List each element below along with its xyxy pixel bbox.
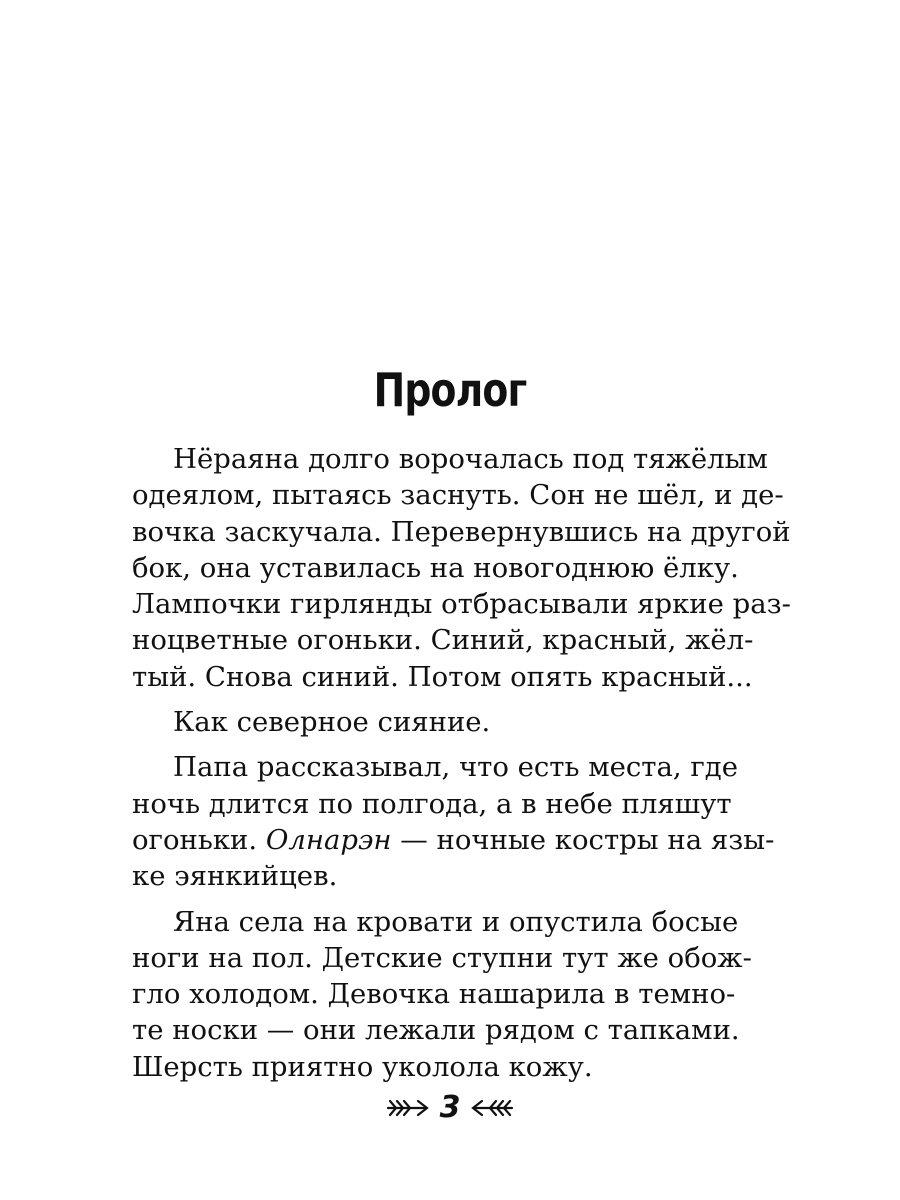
text-fragment: — ночные костры на язы- <box>391 823 775 856</box>
text-line: ноги на пол. Детские ступни тут же обож- <box>132 941 752 974</box>
chapter-title: Пролог <box>373 363 527 417</box>
chapter-body <box>132 441 791 1094</box>
text-fragment: огоньки. <box>132 823 266 856</box>
text-line: ке эянкийцев. <box>132 860 338 893</box>
text-line-with-italic <box>132 822 775 858</box>
text-line: тый. Снова синий. Потом опять красный... <box>132 660 753 693</box>
text-line: Лампочки гирлянды отбрасывали яркие раз- <box>132 588 791 621</box>
text-line: Нёраяна долго ворочалась под тяжёлым <box>173 443 768 475</box>
text-line: Шерсть приятно уколола кожу. <box>132 1050 593 1083</box>
text-line: бок, она уставилась на новогоднюю ёлку. <box>132 551 739 584</box>
text-line: вочка заскучала. Перевернувшись на другой <box>132 515 791 548</box>
arrow-ornament-right-icon <box>386 1098 430 1118</box>
text-line: ноцветные огоньки. Синий, красный, жёл- <box>132 624 754 657</box>
text-line: Яна села на кровати и опустила босые <box>173 905 739 938</box>
paragraph-2 <box>132 704 715 740</box>
italic-term: Олнарэн <box>265 823 392 856</box>
text-line: гло холодом. Девочка нашарила в темно- <box>132 978 736 1011</box>
paragraph-4 <box>132 904 752 1085</box>
text-line: те носки — они лежали рядом с тапками. <box>132 1014 740 1047</box>
text-line: Папа рассказывал, что есть места, где <box>173 751 739 784</box>
paragraph-1 <box>132 441 791 695</box>
arrow-ornament-left-icon <box>470 1098 514 1118</box>
page-number: 3 <box>439 1090 461 1125</box>
text-line: одеялом, пытаясь заснуть. Сон не шёл, и де- <box>132 479 784 512</box>
page-footer <box>0 1086 900 1130</box>
text-line: Как северное сияние. <box>173 706 491 739</box>
text-line: ночь длится по полгода, а в небе пляшут <box>132 787 732 820</box>
paragraph-3 <box>132 749 775 894</box>
